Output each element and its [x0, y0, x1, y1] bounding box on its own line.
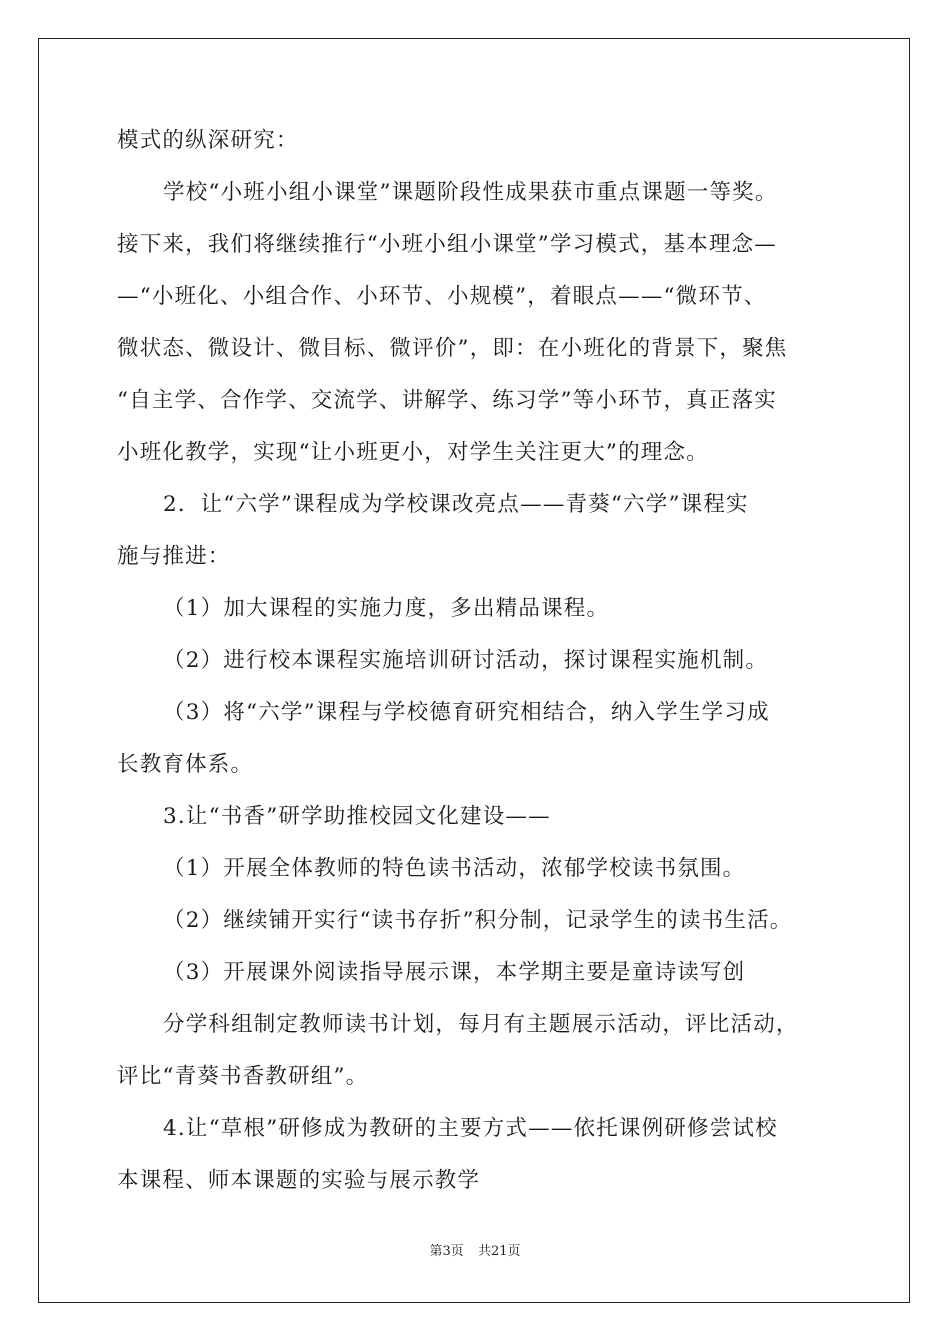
text-line: “自主学、合作学、交流学、讲解学、练习学”等小环节，真正落实 — [117, 388, 777, 413]
page-total: 共21页 — [477, 1244, 521, 1259]
text-line: 分学科组制定教师读书计划，每月有主题展示活动，评比活动， — [163, 1012, 799, 1037]
page-number: 第3页 — [429, 1244, 464, 1259]
text-line: 小班化教学，实现“让小班更小，对学生关注更大”的理念。 — [117, 440, 709, 465]
text-line: 评比“青葵书香教研组”。 — [117, 1064, 369, 1089]
text-line: （3）开展课外阅读指导展示课，本学期主要是童诗读写创 — [163, 960, 746, 985]
text-line: （2）进行校本课程实施培训研讨活动，探讨课程实施机制。 — [163, 648, 769, 673]
text-line: 接下来，我们将继续推行“小班小组小课堂”学习模式，基本理念— — [117, 232, 777, 257]
text-line: 微状态、微设计、微目标、微评价”，即：在小班化的背景下，聚焦 — [117, 336, 788, 361]
text-line: （2）继续铺开实行“读书存折”积分制，记录学生的读书生活。 — [163, 908, 793, 933]
text-line: 2．让“六学”课程成为学校课改亮点——青葵“六学”课程实 — [163, 492, 749, 517]
text-line: （1）加大课程的实施力度，多出精品课程。 — [163, 596, 610, 621]
text-line: 施与推进： — [117, 544, 231, 569]
text-line: 3.让“书香”研学助推校园文化建设—— — [163, 804, 551, 829]
text-line: 本课程、师本课题的实验与展示教学 — [117, 1168, 481, 1193]
text-line: 学校“小班小组小课堂”课题阶段性成果获市重点课题一等奖。 — [163, 180, 778, 205]
text-line: —“小班化、小组合作、小环节、小规模”，着眼点——“微环节、 — [117, 284, 767, 309]
text-line: 4.让“草根”研修成为教研的主要方式——依托课例研修尝试校 — [163, 1116, 778, 1141]
text-line: 长教育体系。 — [117, 752, 254, 777]
text-line: （1）开展全体教师的特色读书活动，浓郁学校读书氛围。 — [163, 856, 746, 881]
text-line: （3）将“六学”课程与学校德育研究相结合，纳入学生学习成 — [163, 700, 770, 725]
text-line: 模式的纵深研究： — [117, 128, 299, 153]
page-footer — [0, 1240, 950, 1259]
